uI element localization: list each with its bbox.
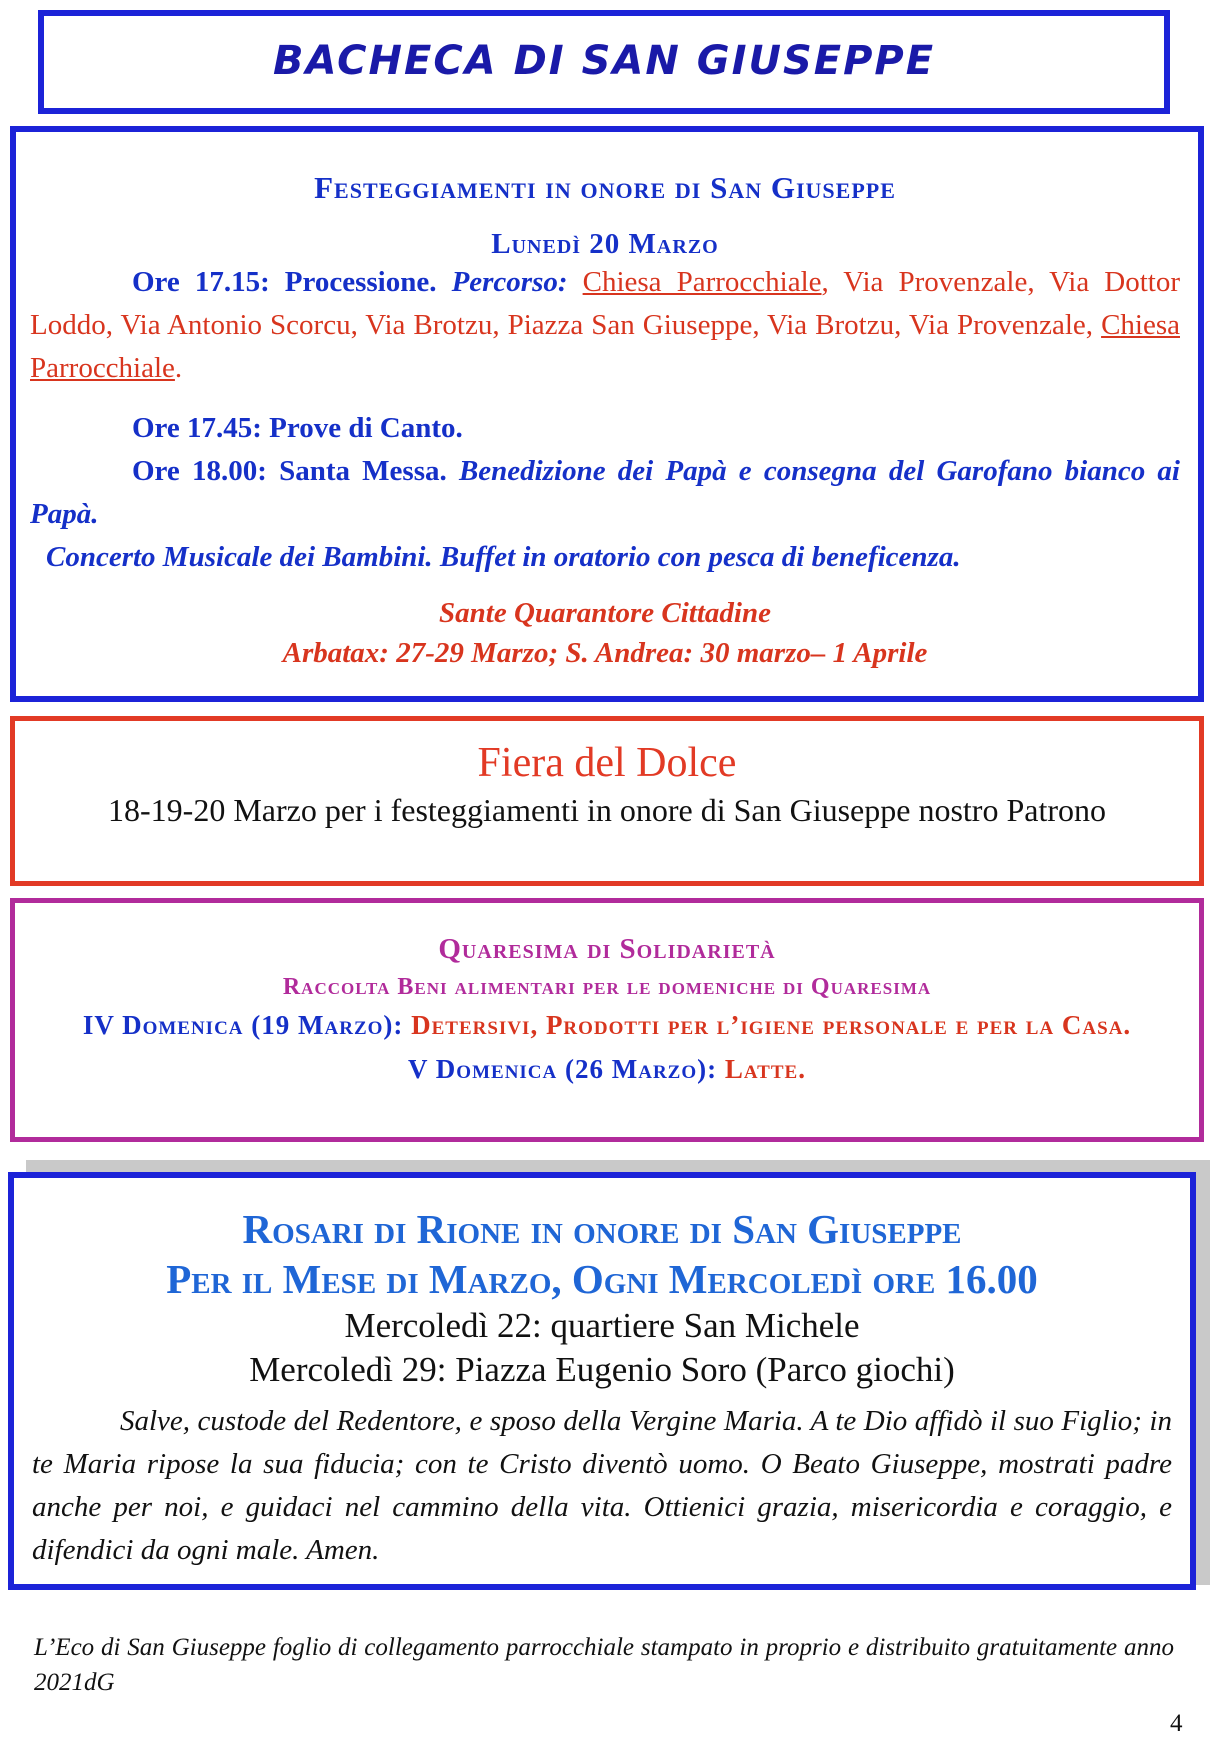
- rosari-line-2: Mercoledì 29: Piazza Eugenio Soro (Parco giochi): [249, 1350, 955, 1389]
- messa-text: Ore 18.00: Santa Messa.: [132, 455, 447, 487]
- prayer-text: [14, 1400, 1190, 1572]
- iv-label: IV Domenica (19 Marzo):: [82, 1010, 404, 1040]
- quaresima-title: Quaresima di Solidarietà: [438, 933, 776, 965]
- festeggiamenti-box: [10, 126, 1204, 702]
- fiera-box: [10, 716, 1204, 886]
- title-box: [38, 10, 1170, 114]
- messa-paragraph: [30, 450, 1180, 536]
- route-end: Chiesa Parrocchiale: [30, 309, 1180, 384]
- rosari-box: [8, 1172, 1196, 1590]
- quarantore-block: [30, 593, 1180, 673]
- quarantore-dates: Arbatax: 27-29 Marzo; S. Andrea: 30 marzo– 1 Aprile: [282, 637, 928, 669]
- festeggiamenti-title: Festeggiamenti in onore di San Giuseppe: [314, 170, 896, 205]
- fiera-text: 18-19-20 Marzo per i festeggiamenti in onore di San Giuseppe nostro Patrono: [108, 792, 1106, 828]
- prayer-body: Salve, custode del Redentore, e sposo della Vergine Maria. A te Dio affidò il suo Figlio; in te Maria ripose la sua fiducia; con te Cristo diventò uomo. O Beato Giuseppe, mostrati padre anche per noi, e guidaci nel cammino della vita. Ottienici grazia, misericordia e coraggio, e difendici da ogni male. Amen.: [32, 1405, 1172, 1566]
- prove-text: Ore 17.45: Prove di Canto.: [132, 412, 463, 444]
- rosari-title-line1: Rosari di Rione in onore di San Giuseppe: [242, 1206, 962, 1252]
- rosari-title: [14, 1204, 1190, 1304]
- rosari-line-1: Mercoledì 22: quartiere San Michele: [344, 1306, 860, 1345]
- route-middle: , Via Provenzale, Via Dottor Loddo, Via Antonio Scorcu, Via Brotzu, Piazza San Giuseppe, Via Brotzu, Via Provenzale,: [30, 266, 1181, 341]
- festeggiamenti-date: Lunedì 20 Marzo: [491, 228, 719, 260]
- fiera-title: Fiera del Dolce: [477, 740, 737, 786]
- page-number: 4: [1170, 1710, 1183, 1737]
- rosari-title-line2: Per il Mese di Marzo, Ogni Mercoledì ore 16.00: [166, 1256, 1038, 1302]
- quaresima-iv-line: [15, 1005, 1199, 1045]
- concerto-text: Concerto Musicale dei Bambini. Buffet in oratorio con pesca di beneficenza.: [46, 541, 961, 573]
- v-label: V Domenica (26 Marzo):: [408, 1054, 718, 1084]
- footer-text: L’Eco di San Giuseppe foglio di collegamento parrocchiale stampato in proprio e distribuito gratuitamente anno 2021dG: [34, 1634, 1174, 1696]
- percorso-label: Percorso:: [451, 266, 568, 298]
- iv-items: Detersivi, Prodotti per l’igiene personale e per la Casa.: [411, 1010, 1132, 1040]
- quaresima-subtitle: Raccolta Beni alimentari per le domeniche di Quaresima: [282, 974, 932, 1000]
- prove-line: [30, 407, 1180, 450]
- page-title: BACHECA DI SAN GIUSEPPE: [272, 38, 936, 84]
- quarantore-title: Sante Quarantore Cittadine: [439, 597, 771, 629]
- quaresima-box: [10, 898, 1204, 1142]
- route-period: .: [174, 352, 183, 384]
- v-items: Latte.: [724, 1054, 806, 1084]
- processione-paragraph: [30, 261, 1180, 390]
- route-start: Chiesa Parrocchiale: [582, 266, 822, 298]
- processione-time: Ore 17.15: Processione.: [132, 266, 437, 298]
- benedizione-text: Benedizione dei Papà e consegna del Garofano bianco ai Papà.: [30, 455, 1180, 530]
- quaresima-v-line: [15, 1049, 1199, 1089]
